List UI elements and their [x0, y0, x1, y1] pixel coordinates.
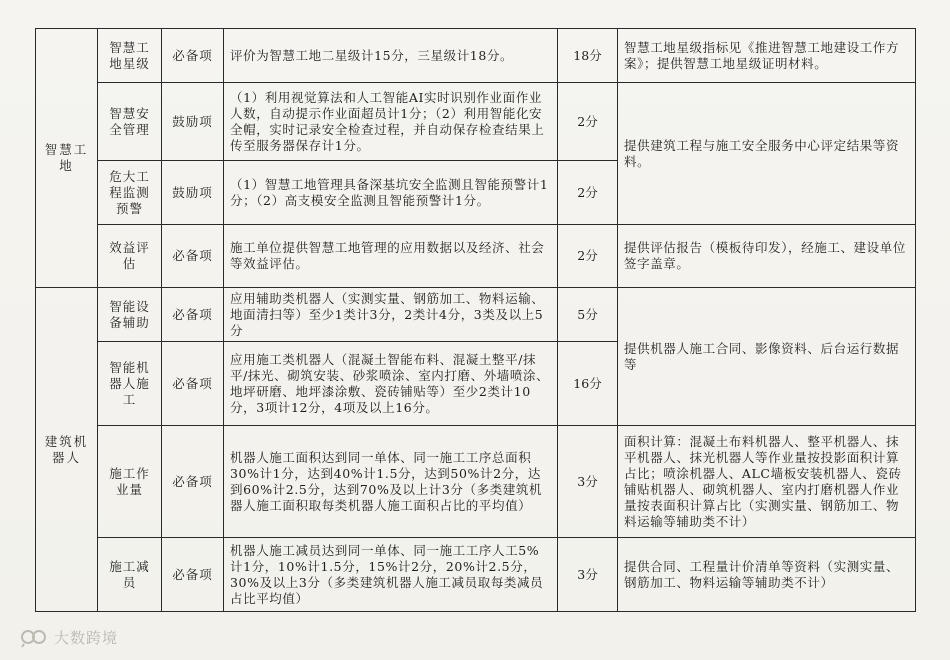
- table-row: [36, 225, 916, 288]
- criteria-cell: 应用辅助类机器人（实测实量、钢筋加工、物料运输、地面清扫等）至少1类计3分，2类计4分，3类及以上5分: [224, 288, 558, 342]
- item-cell: 施工减员: [98, 538, 162, 612]
- watermark-logo-icon: [20, 626, 48, 648]
- criteria-cell: 机器人施工减员达到同一单体、同一施工工序人工5%计1分，10%计1.5分，15%计2分，20%计2.5分，30%及以上3分（多类建筑机器人施工减员取每类减员占比平均值）: [224, 538, 558, 612]
- material-cell: 提供合同、工程量计价清单等资料（实测实量、钢筋加工、物料运输等辅助类不计）: [618, 538, 916, 612]
- table-row: [36, 29, 916, 83]
- evaluation-table: [35, 28, 916, 612]
- score-cell: 16分: [558, 342, 618, 426]
- criteria-cell: 应用施工类机器人（混凝土智能布料、混凝土整平/抹平/抹光、砌筑安装、砂浆喷涂、室内打磨、外墙喷涂、地坪研磨、地坪漆涂敷、瓷砖铺贴等）至少2类计10分，3项计12分，4项及以上16分。: [224, 342, 558, 426]
- type-cell: 必备项: [162, 288, 224, 342]
- type-cell: 必备项: [162, 225, 224, 288]
- score-cell: 3分: [558, 538, 618, 612]
- material-cell: 提供评估报告（模板待印发），经施工、建设单位签字盖章。: [618, 225, 916, 288]
- item-cell: 智慧安全管理: [98, 83, 162, 161]
- score-cell: 2分: [558, 161, 618, 225]
- watermark: [20, 626, 118, 648]
- table-row: [36, 83, 916, 161]
- item-cell: 效益评估: [98, 225, 162, 288]
- table-row: [36, 288, 916, 342]
- item-cell: 智能设备辅助: [98, 288, 162, 342]
- item-cell: 智能机器人施工: [98, 342, 162, 426]
- criteria-cell: （1）智慧工地管理具备深基坑安全监测且智能预警计1分；（2）高支模安全监测且智能预警计1分。: [224, 161, 558, 225]
- type-cell: 必备项: [162, 426, 224, 538]
- score-cell: 18分: [558, 29, 618, 83]
- type-cell: 鼓励项: [162, 161, 224, 225]
- item-cell: 智慧工地星级: [98, 29, 162, 83]
- type-cell: 必备项: [162, 538, 224, 612]
- table-row: [36, 538, 916, 612]
- criteria-cell: 施工单位提供智慧工地管理的应用数据以及经济、社会等效益评估。: [224, 225, 558, 288]
- item-cell: 危大工程监测预警: [98, 161, 162, 225]
- material-cell: 提供机器人施工合同、影像资料、后台运行数据等: [618, 288, 916, 426]
- material-cell: 提供建筑工程与施工安全服务中心评定结果等资料。: [618, 83, 916, 225]
- score-cell: 3分: [558, 426, 618, 538]
- criteria-cell: 评价为智慧工地二星级计15分，三星级计18分。: [224, 29, 558, 83]
- material-cell: 面积计算：混凝土布料机器人、整平机器人、抹平机器人、抹光机器人等作业量按投影面积计算占比；喷涂机器人、ALC墙板安装机器人、瓷砖铺贴机器人、砌筑机器人、室内打磨机器人作业量按表面积计算占比（实测实量、钢筋加工、物料运输等辅助类不计）: [618, 426, 916, 538]
- material-cell: 智慧工地星级指标见《推进智慧工地建设工作方案》；提供智慧工地星级证明材料。: [618, 29, 916, 83]
- criteria-cell: （1）利用视觉算法和人工智能AI实时识别作业面作业人数，自动提示作业面超员计1分；（2）利用智能化安全帽，实时记录安全检查过程，并自动保存检查结果上传至服务器保存计1分。: [224, 83, 558, 161]
- score-cell: 2分: [558, 225, 618, 288]
- type-cell: 必备项: [162, 342, 224, 426]
- item-cell: 施工作业量: [98, 426, 162, 538]
- type-cell: 必备项: [162, 29, 224, 83]
- criteria-cell: 机器人施工面积达到同一单体、同一施工工序总面积30%计1分，达到40%计1.5分，达到50%计2分，达到60%计2.5分，达到70%及以上计3分（多类建筑机器人施工面积取每类机器人施工面积占比的平均值）: [224, 426, 558, 538]
- watermark-text: 大数跨境: [54, 628, 119, 647]
- table-row: [36, 426, 916, 538]
- score-cell: 2分: [558, 83, 618, 161]
- type-cell: 鼓励项: [162, 83, 224, 161]
- category-cell: 智慧工地: [36, 29, 98, 288]
- score-cell: 5分: [558, 288, 618, 342]
- category-cell: 建筑机器人: [36, 288, 98, 612]
